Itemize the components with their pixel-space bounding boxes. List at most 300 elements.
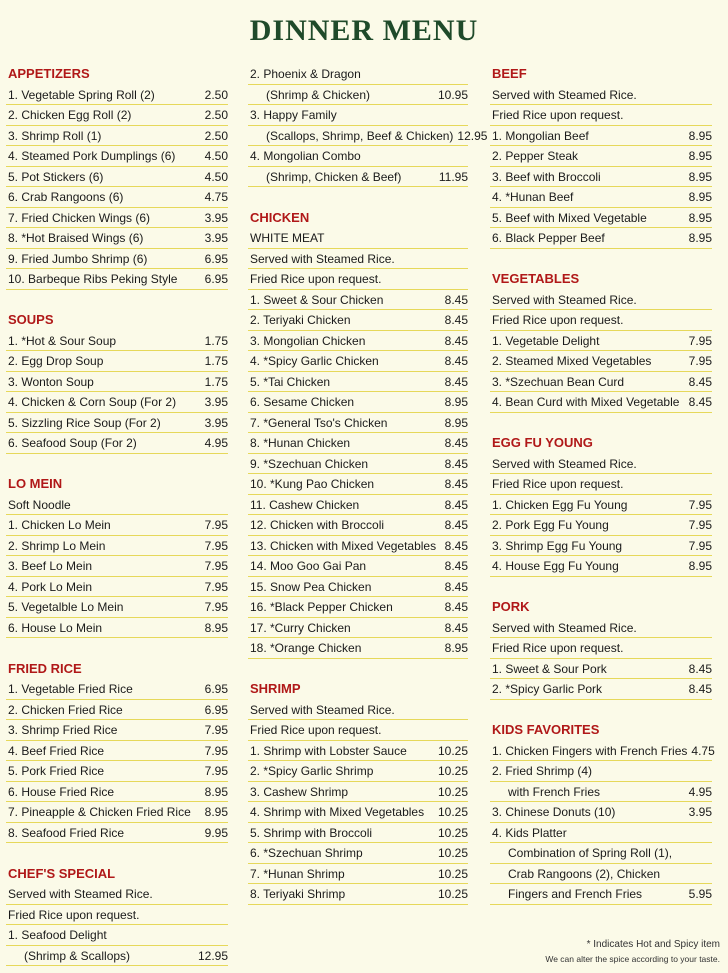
menu-item (248, 310, 468, 331)
menu-item-price: 8.45 (444, 333, 468, 348)
menu-item-name: 4. Beef Fried Rice (8, 743, 105, 758)
menu-item-name: 1. *Hot & Sour Soup (8, 333, 117, 348)
menu-item-name: 8. *Hot Braised Wings (6) (8, 231, 144, 245)
menu-column-1 (6, 64, 228, 966)
menu-item-price: 8.45 (444, 518, 468, 532)
menu-item (248, 167, 468, 188)
menu-item (490, 864, 712, 885)
menu-item-price (464, 146, 468, 166)
menu-item-name: 9. Fried Jumbo Shrimp (6) (8, 251, 148, 266)
menu-item-name: (Shrimp & Scallops) (24, 948, 131, 963)
menu-item (490, 146, 712, 167)
menu-item (248, 597, 468, 618)
menu-item (6, 269, 228, 290)
menu-item-name: 2. Pepper Steak (492, 149, 579, 163)
menu-item-name: 3. Beef with Broccoli (492, 169, 601, 184)
menu-column-2 (248, 64, 488, 905)
menu-item-price: 8.95 (688, 128, 712, 143)
section-note: Served with Steamed Rice. (248, 249, 468, 270)
menu-item-name: (Shrimp, Chicken & Beef) (266, 169, 402, 184)
menu-item-price: 6.95 (204, 272, 228, 286)
menu-item-price: 5.95 (688, 887, 712, 901)
menu-item (6, 392, 228, 413)
menu-item-name: 2. Egg Drop Soup (8, 354, 104, 368)
menu-item-price (224, 925, 228, 945)
menu-item-price: 4.50 (204, 169, 228, 184)
menu-item (248, 433, 468, 454)
menu-item-name: 7. Fried Chicken Wings (6) (8, 210, 151, 225)
section-note: Served with Steamed Rice. (490, 618, 712, 639)
menu-item-name: 4. Pork Lo Mein (8, 579, 93, 594)
menu-item (490, 228, 712, 249)
menu-item-name: 8. Teriyaki Shrimp (250, 887, 346, 901)
menu-item (490, 126, 712, 147)
page-title: DINNER MENU (249, 14, 479, 47)
menu-item-price: 8.45 (444, 538, 468, 553)
menu-item-name: 15. Snow Pea Chicken (250, 579, 372, 594)
menu-item-price: 7.95 (204, 743, 228, 758)
menu-item (248, 85, 468, 106)
menu-item-price: 3.95 (204, 231, 228, 245)
section-spacer (6, 454, 228, 475)
menu-item-price: 2.50 (204, 108, 228, 122)
menu-item-price: 8.45 (444, 354, 468, 368)
menu-item (490, 802, 712, 823)
menu-item (248, 536, 468, 557)
menu-item-name: 1. Chicken Fingers with French Fries (492, 743, 688, 758)
menu-item-name: 5. Shrimp with Broccoli (250, 825, 373, 840)
menu-item-name: 9. *Szechuan Chicken (250, 456, 369, 471)
menu-item (248, 413, 468, 434)
menu-item (248, 638, 468, 659)
menu-item-price: 11.95 (438, 169, 468, 184)
menu-item-name: 3. *Szechuan Bean Curd (492, 374, 625, 389)
section-note: Fried Rice upon request. (248, 269, 468, 290)
menu-item (248, 802, 468, 823)
menu-item-name: 3. Shrimp Fried Rice (8, 723, 118, 737)
menu-item-name: 3. Cashew Shrimp (250, 784, 349, 799)
menu-item (248, 372, 468, 393)
menu-item-price (708, 843, 712, 863)
menu-item-price (708, 864, 712, 884)
menu-item (490, 392, 712, 413)
menu-item (6, 679, 228, 700)
section-spacer (248, 187, 468, 208)
menu-item-price: 8.45 (444, 559, 468, 573)
menu-item-name: 5. Sizzling Rice Soup (For 2) (8, 415, 161, 430)
menu-item-name: 14. Moo Goo Gai Pan (250, 559, 367, 573)
menu-item (490, 372, 712, 393)
menu-item (490, 884, 712, 905)
menu-item-price: 6.95 (204, 251, 228, 266)
section-heading: SHRIMP (250, 681, 301, 696)
menu-item (248, 495, 468, 516)
section-heading: CHEF'S SPECIAL (8, 865, 116, 881)
menu-item-price: 12.95 (197, 948, 228, 963)
menu-item-price: 7.95 (688, 497, 712, 512)
menu-item-name: 2. Fried Shrimp (4) (492, 764, 593, 778)
menu-item-name: 1. Chicken Egg Fu Young (492, 497, 628, 512)
menu-item-price: 3.95 (204, 395, 228, 409)
menu-item-price: 8.45 (444, 477, 468, 491)
menu-item-price: 8.95 (688, 231, 712, 245)
menu-item-price: 9.95 (204, 825, 228, 840)
menu-item (6, 85, 228, 106)
menu-item (490, 556, 712, 577)
menu-item (6, 946, 228, 967)
menu-item (248, 515, 468, 536)
menu-item-name: 1. Sweet & Sour Chicken (250, 292, 384, 307)
menu-item-name: 12. Chicken with Broccoli (250, 518, 385, 532)
menu-item-price: 10.25 (437, 866, 468, 881)
menu-item-price: 10.25 (437, 846, 468, 860)
menu-item (490, 741, 715, 762)
menu-item (248, 884, 468, 905)
menu-item (248, 577, 468, 598)
menu-item-price: 10.25 (437, 743, 468, 758)
menu-item (6, 515, 228, 536)
menu-item-name: 6. Crab Rangoons (6) (8, 190, 124, 204)
menu-item-name: 7. *General Tso's Chicken (250, 415, 388, 430)
menu-item-price: 8.95 (444, 415, 468, 430)
menu-item-price: 10.25 (437, 764, 468, 778)
menu-item (6, 167, 228, 188)
section-note: Fried Rice upon request. (490, 638, 712, 659)
section-spacer (490, 577, 712, 598)
menu-item (6, 413, 228, 434)
menu-item (248, 146, 468, 167)
menu-item (490, 536, 712, 557)
menu-item-price (708, 761, 712, 781)
menu-item (248, 556, 468, 577)
menu-item-name: 1. Sweet & Sour Pork (492, 661, 607, 676)
section-heading: SOUPS (8, 312, 54, 327)
menu-item (490, 823, 712, 844)
section-note: Served with Steamed Rice. (490, 290, 712, 311)
menu-item (6, 208, 228, 229)
menu-item-price: 8.45 (444, 600, 468, 614)
section-note: Soft Noodle (6, 495, 228, 516)
menu-item (6, 331, 228, 352)
menu-item-name: 3. Shrimp Roll (1) (8, 128, 102, 143)
menu-column-3 (490, 64, 715, 905)
section-note: Fried Rice upon request. (490, 474, 712, 495)
menu-item-price: 8.45 (688, 374, 712, 389)
menu-item (490, 679, 712, 700)
menu-item-price: 8.45 (444, 579, 468, 594)
menu-item-name: 8. *Hunan Chicken (250, 436, 351, 450)
menu-item-name: 2. Pork Egg Fu Young (492, 518, 609, 532)
section-note: Fried Rice upon request. (6, 905, 228, 926)
menu-item-name: 2. Shrimp Lo Mein (8, 538, 106, 553)
menu-item (490, 331, 712, 352)
menu-item-name: 2. Chicken Egg Roll (2) (8, 108, 132, 122)
menu-item-price: 10.25 (437, 887, 468, 901)
menu-item-name: 4. Mongolian Combo (250, 149, 361, 163)
section-heading: PORK (492, 599, 530, 614)
menu-item-price (464, 64, 468, 84)
spicy-footnote (500, 938, 720, 966)
menu-item-price: 2.50 (204, 87, 228, 102)
menu-item-price: 8.45 (688, 661, 712, 676)
menu-item-price: 10.25 (437, 784, 468, 799)
menu-item (490, 761, 712, 782)
menu-item-price: 8.45 (444, 292, 468, 307)
menu-item-price: 8.45 (444, 313, 468, 327)
menu-item-name: 11. Cashew Chicken (250, 497, 360, 512)
menu-item-name: 2. Steamed Mixed Vegetables (492, 354, 652, 368)
menu-item-name: 4. Kids Platter (492, 825, 567, 840)
menu-item (248, 864, 468, 885)
section-spacer (490, 249, 712, 270)
menu-item (248, 782, 468, 803)
menu-item-price (708, 823, 712, 843)
menu-item-name: 5. Vegetalble Lo Mein (8, 600, 124, 614)
menu-item-name: 2. *Spicy Garlic Pork (492, 682, 603, 696)
menu-item (6, 782, 228, 803)
menu-item (490, 187, 712, 208)
menu-item-name: 5. Pork Fried Rice (8, 764, 105, 778)
menu-item-name: 7. Pineapple & Chicken Fried Rice (8, 805, 191, 819)
menu-item (490, 351, 712, 372)
section-heading: FRIED RICE (8, 660, 82, 676)
menu-item-name: 1. Vegetable Fried Rice (8, 682, 133, 696)
menu-item (6, 925, 228, 946)
section-note: WHITE MEAT (248, 228, 468, 249)
menu-item-price: 7.95 (204, 600, 228, 614)
section-heading: LO MEIN (8, 476, 63, 491)
menu-item-name: 10. *Kung Pao Chicken (250, 477, 375, 491)
menu-item-name: 4. *Hunan Beef (492, 190, 574, 204)
menu-item-price: 7.95 (204, 538, 228, 553)
menu-item (6, 249, 228, 270)
menu-item-name: 3. Mongolian Chicken (250, 333, 366, 348)
menu-item-price: 8.95 (688, 169, 712, 184)
menu-item-name: 4. *Spicy Garlic Chicken (250, 354, 379, 368)
menu-item-name: Combination of Spring Roll (1), (508, 846, 673, 860)
menu-item-price: 4.95 (688, 784, 712, 799)
menu-item (6, 228, 228, 249)
menu-item (248, 392, 468, 413)
menu-item-name: 3. Happy Family (250, 108, 337, 122)
section-note: Fried Rice upon request. (490, 105, 712, 126)
section-note: Fried Rice upon request. (248, 720, 468, 741)
menu-item (248, 351, 468, 372)
menu-item (6, 187, 228, 208)
section-spacer (6, 843, 228, 864)
menu-item (6, 720, 228, 741)
menu-item-price: 8.95 (688, 210, 712, 225)
menu-item-name: Fingers and French Fries (508, 887, 643, 901)
menu-item-price: 8.45 (444, 456, 468, 471)
menu-item-price: 1.75 (204, 354, 228, 368)
menu-item-price: 6.95 (204, 682, 228, 696)
menu-item-name: with French Fries (508, 784, 601, 799)
menu-item-price: 7.95 (204, 764, 228, 778)
menu-item-price: 1.75 (204, 374, 228, 389)
section-heading: BEEF (492, 66, 527, 81)
menu-item (248, 64, 468, 85)
menu-item-name: 2. *Spicy Garlic Shrimp (250, 764, 374, 778)
menu-item (248, 823, 468, 844)
menu-item-price: 8.45 (444, 374, 468, 389)
menu-item (6, 761, 228, 782)
menu-item-price: 8.95 (688, 149, 712, 163)
menu-item (6, 823, 228, 844)
menu-item-price: 2.50 (204, 128, 228, 143)
menu-item-name: 7. *Hunan Shrimp (250, 866, 345, 881)
menu-item-name: 4. Shrimp with Mixed Vegetables (250, 805, 425, 819)
menu-item-name: 1. Vegetable Spring Roll (2) (8, 87, 155, 102)
section-spacer (490, 700, 712, 721)
menu-item (248, 761, 468, 782)
menu-item-price: 4.75 (204, 190, 228, 204)
menu-item-price: 8.45 (688, 682, 712, 696)
menu-item-name: 6. House Lo Mein (8, 620, 103, 635)
menu-item (6, 372, 228, 393)
menu-item-price: 8.95 (688, 190, 712, 204)
menu-item-price: 12.95 (457, 128, 488, 143)
menu-item-price: 7.95 (204, 559, 228, 573)
menu-item-price: 3.95 (204, 415, 228, 430)
menu-item-name: 8. Seafood Fried Rice (8, 825, 125, 840)
menu-item-name: 2. Teriyaki Chicken (250, 313, 351, 327)
menu-item-name: 3. Wonton Soup (8, 374, 94, 389)
menu-item-name: 3. Shrimp Egg Fu Young (492, 538, 623, 553)
section-note: Served with Steamed Rice. (490, 454, 712, 475)
menu-item (6, 577, 228, 598)
menu-item-name: 18. *Orange Chicken (250, 641, 362, 655)
menu-item (490, 659, 712, 680)
section-heading: CHICKEN (250, 209, 310, 225)
menu-item-name: 1. Chicken Lo Mein (8, 518, 111, 532)
menu-item (6, 597, 228, 618)
menu-item (6, 126, 228, 147)
menu-item-name: 2. Phoenix & Dragon (250, 67, 361, 81)
menu-item-name: 6. Seafood Soup (For 2) (8, 436, 137, 450)
menu-item (6, 433, 228, 454)
menu-item (490, 167, 712, 188)
menu-item-price: 7.95 (204, 723, 228, 737)
menu-item-name: 5. Beef with Mixed Vegetable (492, 210, 647, 225)
menu-item-price: 10.25 (437, 805, 468, 819)
menu-item-price: 7.95 (204, 518, 228, 532)
menu-item-price: 8.95 (444, 395, 468, 409)
menu-item-name: 6. Black Pepper Beef (492, 231, 605, 245)
menu-item (490, 843, 712, 864)
menu-item (248, 741, 468, 762)
menu-item-name: 17. *Curry Chicken (250, 620, 351, 635)
section-heading: EGG FU YOUNG (492, 435, 593, 450)
menu-item-price: 8.45 (444, 620, 468, 635)
menu-item-name: 6. Sesame Chicken (250, 395, 355, 409)
menu-item (6, 700, 228, 721)
menu-item (6, 536, 228, 557)
menu-item (248, 331, 468, 352)
section-note: Served with Steamed Rice. (6, 884, 228, 905)
menu-item-name: 6. House Fried Rice (8, 784, 115, 799)
menu-item-price: 4.75 (691, 743, 715, 758)
menu-item (6, 351, 228, 372)
section-spacer (490, 413, 712, 434)
menu-item-price: 8.45 (444, 436, 468, 450)
menu-item (6, 556, 228, 577)
menu-item-price: 10.95 (437, 87, 468, 102)
menu-item-name: 2. Chicken Fried Rice (8, 702, 123, 717)
menu-item-name: 5. *Tai Chicken (250, 374, 331, 389)
section-heading: VEGETABLES (492, 271, 580, 286)
menu-item (6, 618, 228, 639)
menu-item-name: (Scallops, Shrimp, Beef & Chicken) (266, 128, 454, 143)
footnote-line-2: We can alter the spice according to your taste. (545, 954, 720, 964)
menu-item (248, 843, 468, 864)
menu-item-price: 4.50 (204, 149, 228, 163)
menu-item-price: 3.95 (204, 210, 228, 225)
menu-item-name: 4. Chicken & Corn Soup (For 2) (8, 395, 177, 409)
menu-item-name: 3. Beef Lo Mein (8, 559, 93, 573)
section-spacer (6, 638, 228, 659)
menu-item-price: 10.25 (437, 825, 468, 840)
section-heading: APPETIZERS (8, 66, 90, 81)
section-spacer (6, 290, 228, 311)
menu-item-price: 1.75 (204, 333, 228, 348)
menu-item-name: 1. Mongolian Beef (492, 128, 589, 143)
menu-item-price: 3.95 (688, 805, 712, 819)
menu-item-name: 5. Pot Stickers (6) (8, 169, 104, 184)
menu-item-price (464, 105, 468, 125)
menu-item-name: 4. House Egg Fu Young (492, 559, 619, 573)
menu-item-name: 3. Chinese Donuts (10) (492, 805, 616, 819)
menu-item-price: 7.95 (688, 518, 712, 532)
menu-item-price: 8.95 (688, 559, 712, 573)
menu-item-name: 6. *Szechuan Shrimp (250, 846, 363, 860)
menu-item (490, 208, 712, 229)
menu-item-price: 7.95 (688, 354, 712, 368)
menu-item (248, 454, 468, 475)
menu-item-name: 10. Barbeque Ribs Peking Style (8, 272, 178, 286)
menu-item-name: 16. *Black Pepper Chicken (250, 600, 393, 614)
menu-item (490, 495, 712, 516)
menu-item-price: 7.95 (204, 579, 228, 594)
menu-item-price: 8.95 (444, 641, 468, 655)
section-note: Fried Rice upon request. (490, 310, 712, 331)
menu-item-price: 7.95 (688, 333, 712, 348)
menu-item-name: 4. Steamed Pork Dumplings (6) (8, 149, 176, 163)
menu-item (248, 290, 468, 311)
menu-item-price: 8.95 (204, 805, 228, 819)
menu-item-price: 8.45 (444, 497, 468, 512)
menu-item-name: 1. Shrimp with Lobster Sauce (250, 743, 407, 758)
menu-item (248, 105, 468, 126)
menu-item (248, 474, 468, 495)
menu-item (6, 741, 228, 762)
section-heading: KIDS FAVORITES (492, 722, 600, 737)
menu-item (248, 126, 488, 147)
menu-item (6, 105, 228, 126)
menu-item-name: 1. Vegetable Delight (492, 333, 600, 348)
menu-item-price: 4.95 (204, 436, 228, 450)
menu-item-name: (Shrimp & Chicken) (266, 87, 371, 102)
menu-item (248, 618, 468, 639)
menu-item-name: 4. Bean Curd with Mixed Vegetable (492, 395, 680, 409)
menu-item-price: 6.95 (204, 702, 228, 717)
menu-item-name: 1. Seafood Delight (8, 928, 107, 942)
menu-item-price: 7.95 (688, 538, 712, 553)
menu-item-price: 8.45 (688, 395, 712, 409)
menu-item (6, 802, 228, 823)
menu-item-price: 8.95 (204, 784, 228, 799)
menu-item-price: 8.95 (204, 620, 228, 635)
